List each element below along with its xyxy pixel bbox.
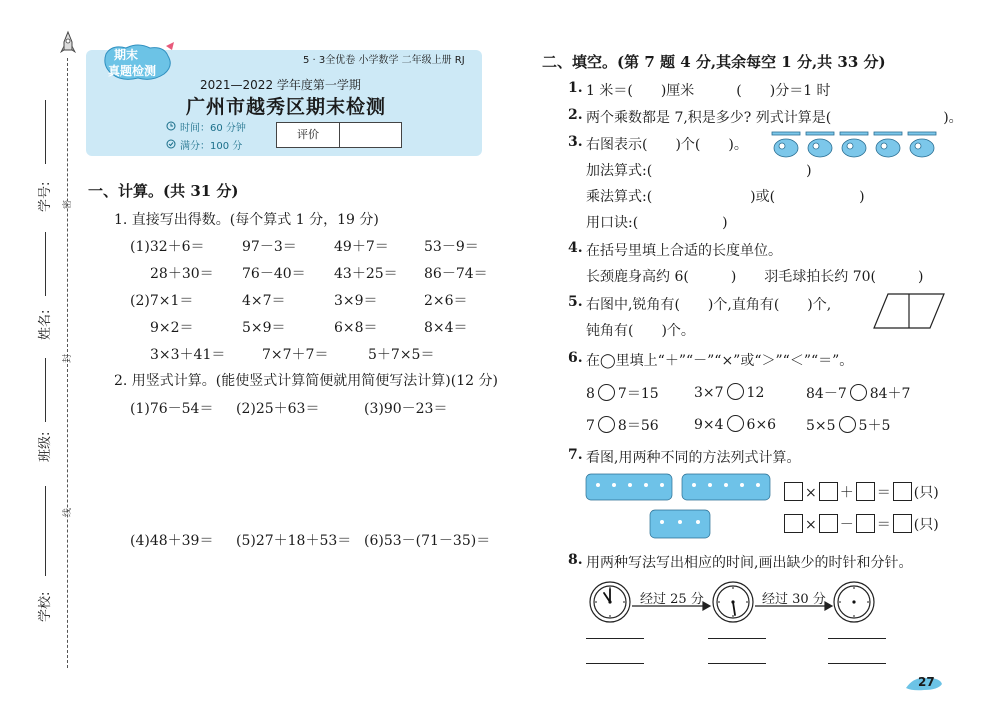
p2-q3-text: 右图表示( )个( )。 bbox=[586, 137, 748, 153]
class-label: 班级: bbox=[38, 431, 53, 462]
p1-q1-item: 3×9＝ bbox=[334, 293, 378, 309]
student-id-label: 学号: bbox=[38, 181, 53, 212]
blank-circle[interactable] bbox=[850, 384, 867, 401]
p2-q5-line1: 右图中,锐角有( )个,直角有( )个, bbox=[586, 297, 832, 313]
p1-q1-item: 53－9＝ bbox=[424, 239, 479, 255]
p2-q6-item: 9×4 6×6 bbox=[694, 417, 777, 433]
p2-q3-num: 3. bbox=[568, 134, 583, 150]
name-line bbox=[45, 232, 46, 296]
blank-circle[interactable] bbox=[598, 384, 615, 401]
p1-q2-item: (6)53－(71－35)＝ bbox=[364, 533, 491, 549]
clock-icon bbox=[166, 121, 176, 131]
p1-q1-item: 7×7＋7＝ bbox=[262, 347, 329, 363]
p1-q1-item: (2)7×1＝ bbox=[130, 293, 194, 309]
p1-q1-item: 43＋25＝ bbox=[334, 266, 398, 282]
page-number: 27 bbox=[918, 675, 935, 689]
p1-q1-item: 28＋30＝ bbox=[150, 266, 214, 282]
p2-q3-rhyme: 用口诀:( ) bbox=[586, 215, 728, 231]
p1-q1-item: 2×6＝ bbox=[424, 293, 468, 309]
p1-q1-item: 76－40＝ bbox=[242, 266, 306, 282]
clock-2-minute-hand bbox=[733, 602, 735, 615]
p1-q1-item: 4×7＝ bbox=[242, 293, 286, 309]
p1-q1-item: 5＋7×5＝ bbox=[368, 347, 435, 363]
helicopter-group-picture bbox=[768, 126, 940, 164]
p2-q4-text: 在括号里填上合适的长度单位。 bbox=[586, 243, 782, 259]
p1-q2-item: (3)90－23＝ bbox=[364, 401, 448, 417]
blank-circle[interactable] bbox=[598, 416, 615, 433]
p2-q7-text: 看图,用两种不同的方法列式计算。 bbox=[586, 450, 801, 466]
part2-heading: 二、填空。(第 7 题 4 分,其余每空 1 分,共 33 分) bbox=[542, 53, 886, 71]
p1-q2-title: 2. 用竖式计算。(能使竖式计算简便就用简便写法计算)(12 分) bbox=[114, 373, 498, 389]
p2-q7-equation-1: × ＋ ＝ (只) bbox=[782, 482, 939, 502]
p1-q1-item: 97－3＝ bbox=[242, 239, 297, 255]
cut-char-xian: 线 bbox=[63, 507, 74, 518]
helicopter-icon bbox=[772, 132, 800, 157]
p2-q7-equation-2: × － ＝ (只) bbox=[782, 514, 939, 534]
p2-q1-text: 1 米＝( )厘米 ( )分＝1 时 bbox=[586, 83, 831, 99]
p2-q4-items: 长颈鹿身高约 6( ) 羽毛球拍长约 70( ) bbox=[586, 269, 924, 285]
answer-line[interactable] bbox=[708, 663, 766, 664]
p2-q2-num: 2. bbox=[568, 107, 583, 123]
class-line bbox=[45, 358, 46, 422]
helicopter-icon bbox=[874, 132, 902, 157]
school-year: 2021—2022 学年度第一学期 bbox=[200, 78, 361, 92]
blank-circle[interactable] bbox=[727, 383, 744, 400]
exam-time: 时间：60 分钟 bbox=[180, 123, 246, 134]
p2-q6-num: 6. bbox=[568, 350, 583, 366]
p2-q8-after-1: 经过 25 分 bbox=[640, 592, 704, 607]
answer-box[interactable] bbox=[856, 482, 875, 501]
blank-circle[interactable] bbox=[839, 416, 856, 433]
p1-q1-item: 86－74＝ bbox=[424, 266, 488, 282]
p1-q1-item: 8×4＝ bbox=[424, 320, 468, 336]
answer-box[interactable] bbox=[819, 514, 838, 533]
part1-heading: 一、计算。(共 31 分) bbox=[88, 182, 239, 200]
name-label: 姓名: bbox=[38, 309, 53, 340]
p2-q2-text: 两个乘数都是 7,积是多少? 列式计算是( )。 bbox=[586, 110, 963, 126]
p1-q1-item: 49＋7＝ bbox=[334, 239, 389, 255]
evaluation-label: 评价 bbox=[277, 123, 340, 147]
p2-q4-num: 4. bbox=[568, 240, 583, 256]
answer-box[interactable] bbox=[856, 514, 875, 533]
p1-q2-item: (2)25＋63＝ bbox=[236, 401, 320, 417]
student-id-line bbox=[45, 100, 46, 164]
answer-box[interactable] bbox=[893, 482, 912, 501]
p2-q7-num: 7. bbox=[568, 447, 583, 463]
p1-q1-item: 3×3＋41＝ bbox=[150, 347, 226, 363]
cut-char-mi: 密 bbox=[63, 199, 74, 210]
p1-q1-item: (1)32＋6＝ bbox=[130, 239, 205, 255]
answer-box[interactable] bbox=[893, 514, 912, 533]
parallelogram-figure bbox=[872, 290, 946, 330]
answer-line[interactable] bbox=[828, 663, 886, 664]
p2-q8-after-2: 经过 30 分 bbox=[762, 592, 826, 607]
p2-q6-text: 在◯里填上“＋”“－”“×”或“＞”“＜”“＝”。 bbox=[586, 353, 854, 369]
answer-line[interactable] bbox=[586, 638, 644, 639]
answer-box[interactable] bbox=[819, 482, 838, 501]
answer-box[interactable] bbox=[784, 482, 803, 501]
p2-q5-line2: 钝角有( )个。 bbox=[586, 323, 695, 339]
cats-picture bbox=[584, 470, 780, 542]
p1-q1-item: 9×2＝ bbox=[150, 320, 194, 336]
p2-q3-add: 加法算式:( ) bbox=[586, 163, 812, 179]
answer-line[interactable] bbox=[708, 638, 766, 639]
school-line bbox=[45, 486, 46, 576]
p2-q3-mul: 乘法算式:( )或( ) bbox=[586, 189, 865, 205]
p1-q1-item: 5×9＝ bbox=[242, 320, 286, 336]
badge-line-2: 真题检测 bbox=[108, 64, 157, 78]
p2-q6-item: 7 8＝56 bbox=[586, 418, 659, 434]
p2-q6-item: 3×7 12 bbox=[694, 385, 765, 401]
helicopter-icon bbox=[840, 132, 868, 157]
p2-q6-item: 5×5 5＋5 bbox=[806, 418, 891, 434]
p1-q2-item: (1)76－54＝ bbox=[130, 401, 214, 417]
answer-line[interactable] bbox=[586, 663, 644, 664]
check-icon bbox=[166, 139, 176, 149]
book-meta: 5 · 3全优卷 小学数学 二年级上册 RJ bbox=[303, 55, 465, 66]
clocks-row bbox=[588, 580, 888, 626]
p2-q6-item: 8 7＝15 bbox=[586, 386, 659, 402]
p1-q1-title: 1. 直接写出得数。(每个算式 1 分，19 分) bbox=[114, 212, 379, 228]
school-label: 学校: bbox=[38, 591, 53, 622]
rocket-icon bbox=[58, 30, 78, 58]
exam-title: 广州市越秀区期末检测 bbox=[186, 96, 387, 118]
p2-q6-item: 84－7 84＋7 bbox=[806, 386, 911, 402]
blank-circle[interactable] bbox=[727, 415, 744, 432]
clock-1-hour-hand bbox=[604, 593, 610, 602]
cut-char-feng: 封 bbox=[63, 353, 74, 364]
p1-q2-item: (4)48＋39＝ bbox=[130, 533, 214, 549]
helicopter-icon bbox=[806, 132, 834, 157]
helicopter-icon bbox=[908, 132, 936, 157]
p2-q8-num: 8. bbox=[568, 552, 583, 568]
p2-q5-num: 5. bbox=[568, 294, 583, 310]
p1-q2-item: (5)27＋18＋53＝ bbox=[236, 533, 352, 549]
p2-q8-text: 用两种写法写出相应的时间,画出缺少的时针和分针。 bbox=[586, 555, 913, 571]
full-score: 满分：100 分 bbox=[180, 141, 243, 152]
answer-box[interactable] bbox=[784, 514, 803, 533]
answer-line[interactable] bbox=[828, 638, 886, 639]
p1-q1-item: 6×8＝ bbox=[334, 320, 378, 336]
p2-q1-num: 1. bbox=[568, 80, 583, 96]
evaluation-box bbox=[276, 122, 402, 148]
badge-line-1: 期末 bbox=[114, 48, 139, 62]
